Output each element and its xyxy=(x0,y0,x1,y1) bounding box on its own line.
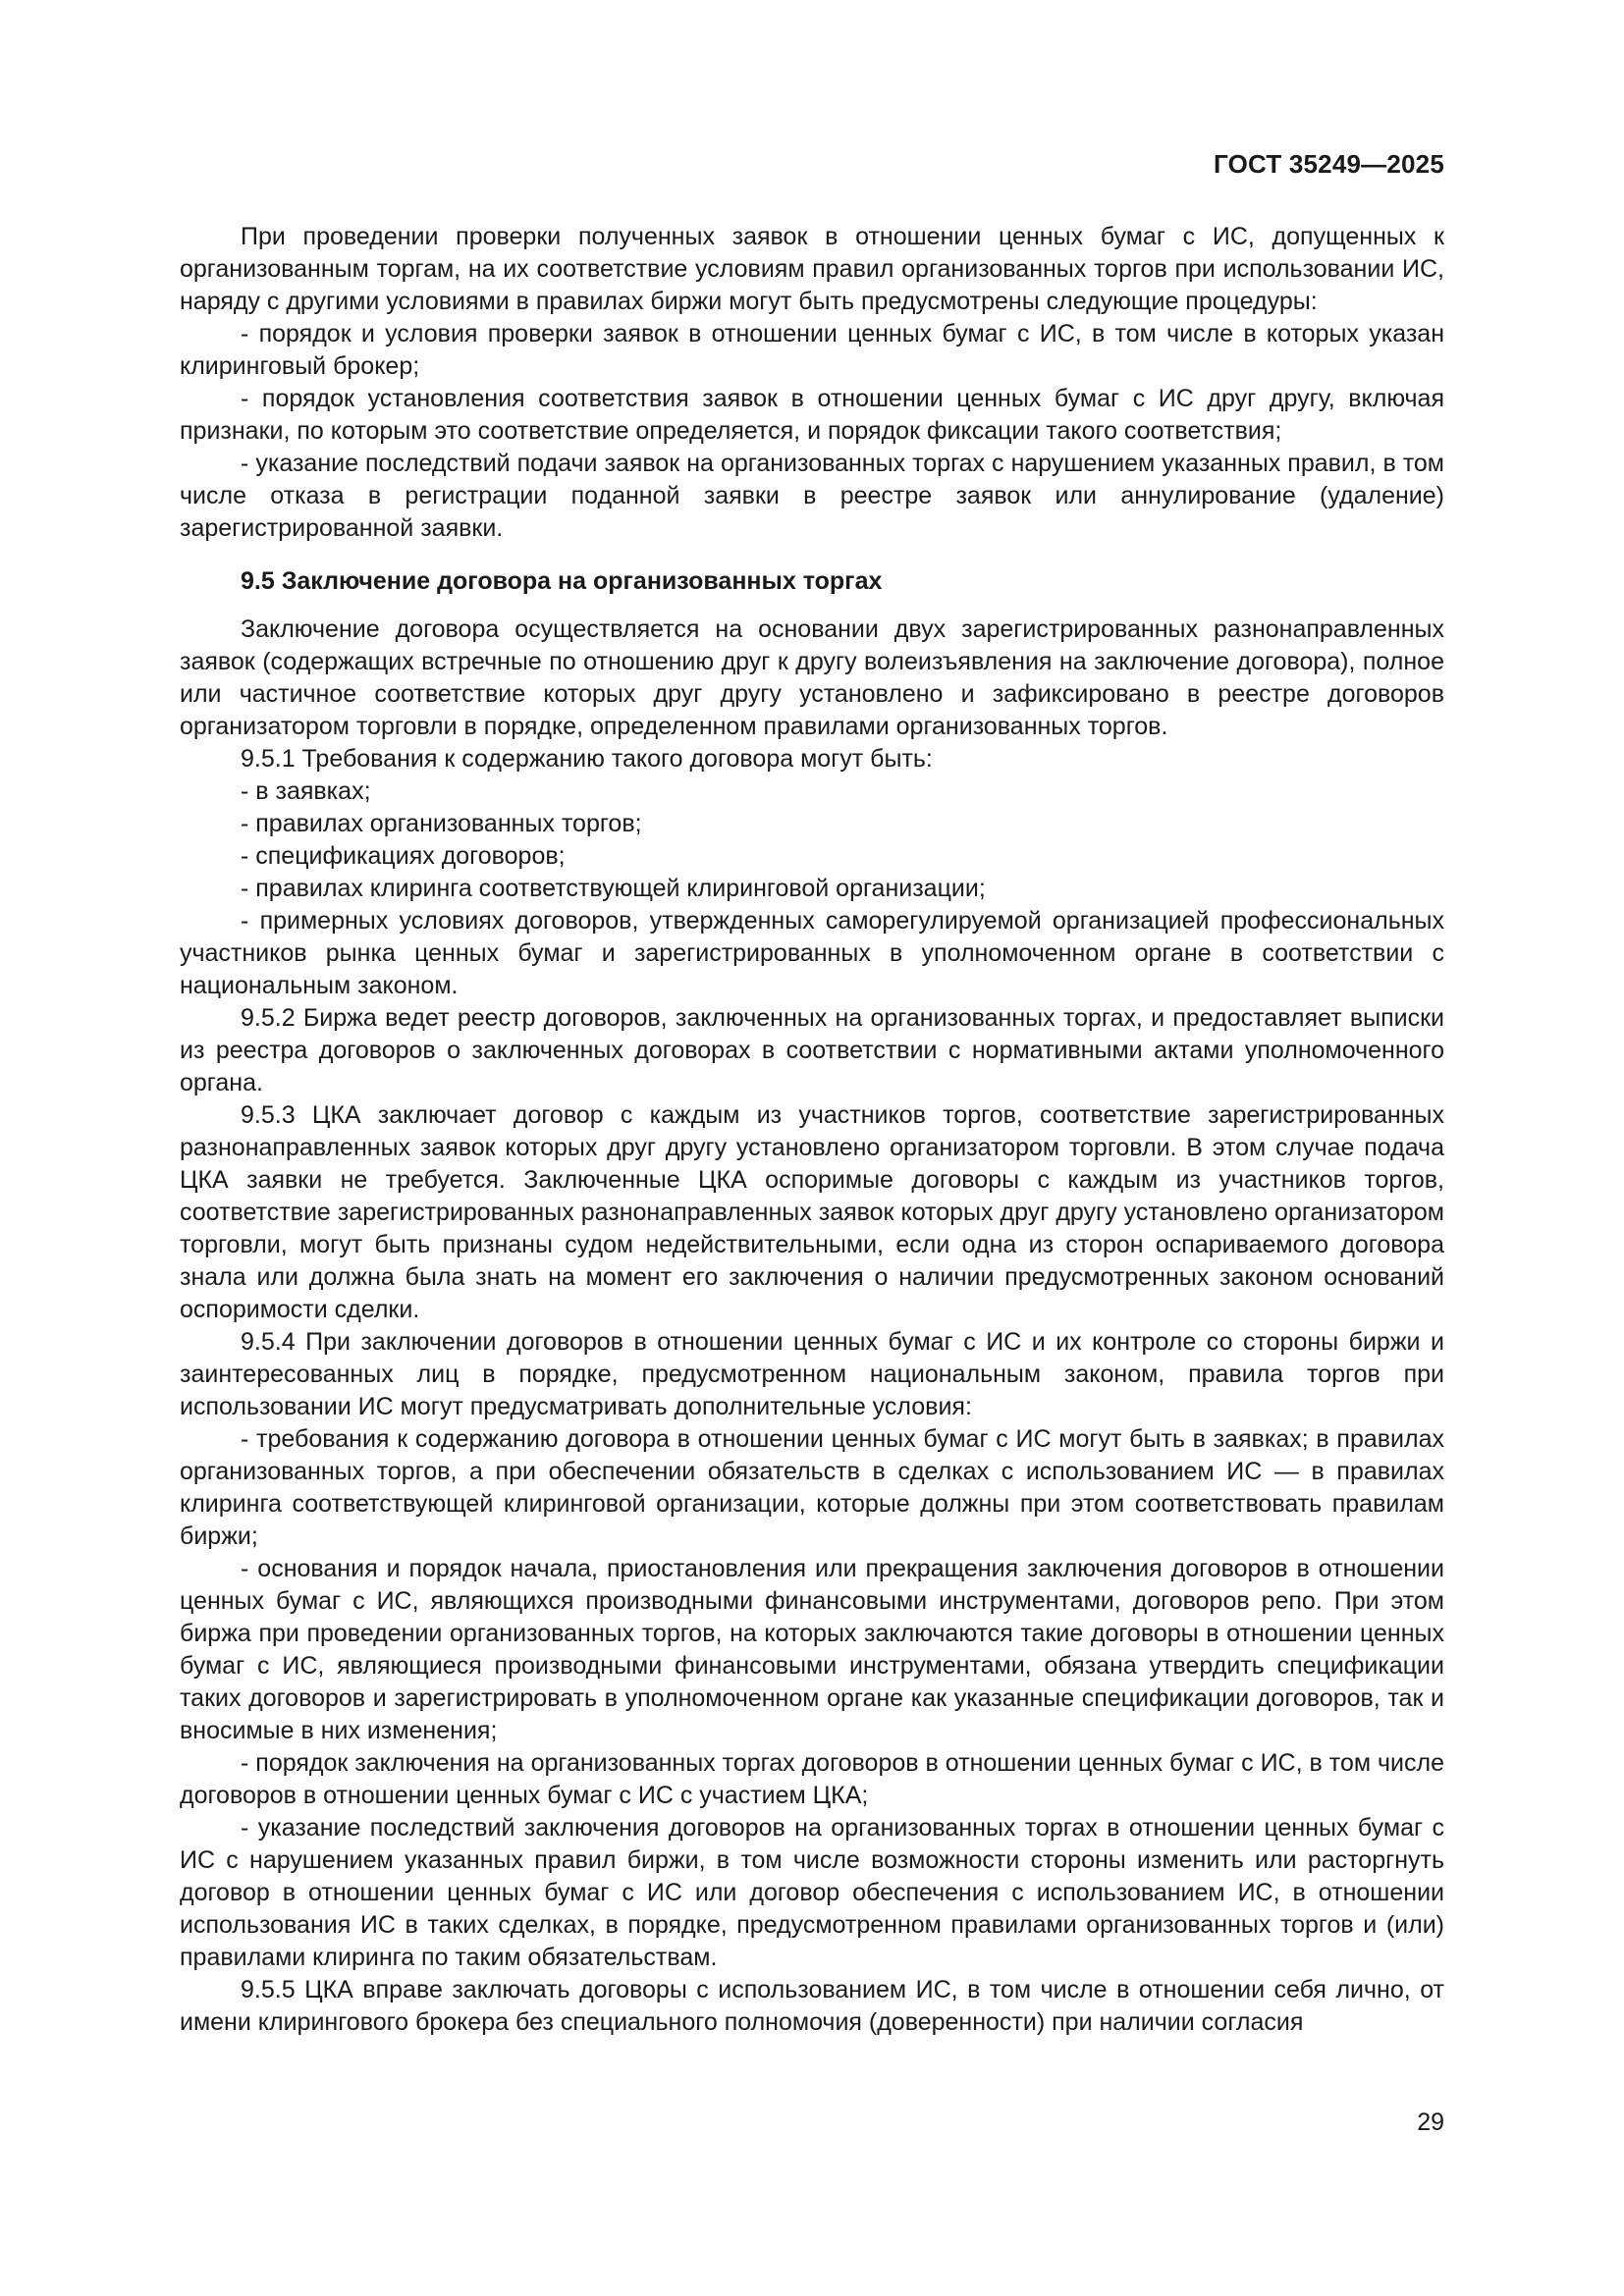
list-item: - указание последствий заключения договоров на организованных торгах в отношении ценных бумаг с ИС с нарушением указанных правил биржи, в том числе возможности стороны изменить или расторгнуть договор в отношении ценных бумаг с ИС или договор обеспечения с использованием ИС, в отношении использования ИС в таких сделках, в порядке, предусмотренном правилами организованных торгов и (или) правилами клиринга по таким обязательствам. xyxy=(180,1814,1444,1971)
list-item: - примерных условиях договоров, утвержденных саморегулируемой организацией профессиональных участников рынка ценных бумаг и зарегистрированных в уполномоченном органе в соответствии с национальным законом. xyxy=(180,907,1444,999)
paragraph: При проведении проверки полученных заявок в отношении ценных бумаг с ИС, допущенных к организованным торгам, на их соответствие условиям правил организованных торгов при использовании ИС, наряду с другими условиями в правилах биржи могут быть предусмотрены следующие процедуры: xyxy=(180,223,1444,315)
paragraph: Заключение договора осуществляется на основании двух зарегистрированных разнонаправленных заявок (содержащих встречные по отношению друг к другу волеизъявления на заключение договора), полное или частичное соответствие которых друг другу установлено и зафиксировано в реестре договоров организатором торговли в порядке, определенном правилами организованных торгов. xyxy=(180,615,1444,740)
section-heading: 9.5 Заключение договора на организованных торгах xyxy=(241,567,883,595)
list-item: - порядок заключения на организованных торгах договоров в отношении ценных бумаг с ИС, в том числе договоров в отношении ценных бумаг с ИС с участием ЦКА; xyxy=(180,1749,1444,1809)
list-item: - основания и порядок начала, приостановления или прекращения заключения договоров в отношении ценных бумаг с ИС, являющихся производными финансовыми инструментами, договоров репо. При этом биржа при проведении организованных торгов, на которых заключаются такие договоры в отношении ценных бумаг с ИС, являющиеся производными финансовыми инструментами, обязана утвердить спецификации таких договоров и зарегистрировать в уполномоченном органе как указанные спецификации договоров, так и вносимые в них изменения; xyxy=(180,1555,1444,1744)
list-item: - в заявках; xyxy=(241,777,371,805)
paragraph: 9.5.2 Биржа ведет реестр договоров, заключенных на организованных торгах, и предоставляет выписки из реестра договоров о заключенных договорах в соответствии с нормативными актами уполномоченного органа. xyxy=(180,1004,1444,1096)
list-item: - порядок установления соответствия заявок в отношении ценных бумаг с ИС друг другу, включая признаки, по которым это соответствие определяется, и порядок фиксации такого соответствия; xyxy=(180,385,1444,445)
document-body xyxy=(180,221,1444,2039)
list-item: - требования к содержанию договора в отношении ценных бумаг с ИС могут быть в заявках; в правилах организованных торгов, а при обеспечении обязательств в сделках с использованием ИС — в правилах клиринга соответствующей клиринговой организации, которые должны при этом соответствовать правилам биржи; xyxy=(180,1425,1444,1550)
document-id-header: ГОСТ 35249—2025 xyxy=(1214,149,1444,179)
list-item: - указание последствий подачи заявок на организованных торгах с нарушением указанных правил, в том числе отказа в регистрации поданной заявки в реестре заявок или аннулирование (удаление) зарегистрированной заявки. xyxy=(180,450,1444,542)
paragraph: 9.5.5 ЦКА вправе заключать договоры с использованием ИС, в том числе в отношении себя лично, от имени клирингового брокера без специального полномочия (доверенности) при наличии согласия xyxy=(180,1976,1444,2036)
list-item: - порядок и условия проверки заявок в отношении ценных бумаг с ИС, в том числе в которых указан клиринговый брокер; xyxy=(180,320,1444,380)
paragraph: 9.5.3 ЦКА заключает договор с каждым из участников торгов, соответствие зарегистрированных разнонаправленных заявок которых друг другу установлено организатором торговли. В этом случае подача ЦКА заявки не требуется. Заключенные ЦКА оспоримые договоры с каждым из участников торгов, соответствие зарегистрированных разнонаправленных заявок которых друг другу установлено организатором торговли, могут быть признаны судом недействительными, если одна из сторон оспариваемого договора знала или должна была знать на момент его заключения о наличии предусмотренных законом оснований оспоримости сделки. xyxy=(180,1101,1444,1323)
paragraph: 9.5.1 Требования к содержанию такого договора могут быть: xyxy=(241,745,933,773)
list-item: - правилах клиринга соответствующей клиринговой организации; xyxy=(241,875,986,902)
list-item: - спецификациях договоров; xyxy=(241,842,566,870)
list-item: - правилах организованных торгов; xyxy=(241,810,642,837)
page-number: 29 xyxy=(1417,2109,1444,2136)
paragraph: 9.5.4 При заключении договоров в отношении ценных бумаг с ИС и их контроле со стороны биржи и заинтересованных лиц в порядке, предусмотренном национальным законом, правила торгов при использовании ИС могут предусматривать дополнительные условия: xyxy=(180,1328,1444,1420)
